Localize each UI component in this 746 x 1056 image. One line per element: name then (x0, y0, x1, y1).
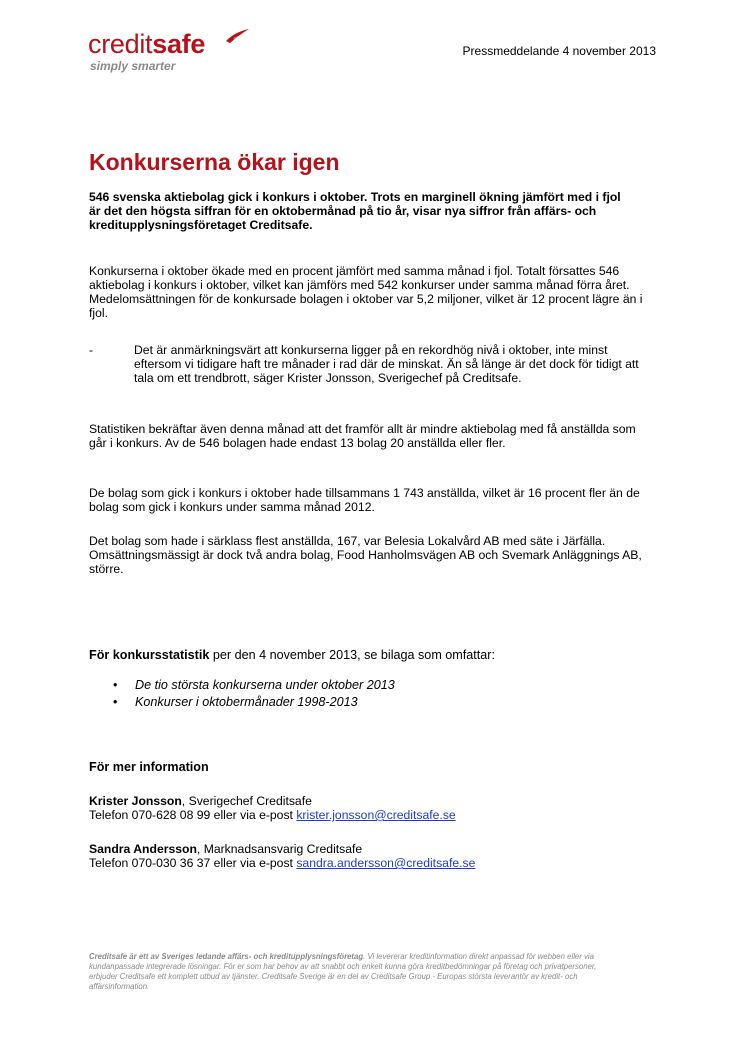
contact-role: , Sverigechef Creditsafe (181, 794, 312, 808)
logo-text-safe: safe (152, 29, 206, 59)
list-item (113, 694, 395, 711)
contact-name-line (89, 842, 475, 856)
list-item-text: De tio största konkurserna under oktober 2013 (135, 678, 395, 692)
contact-sandra (89, 842, 475, 870)
article-paragraph-2: Statistiken bekräftar även denna månad att det framför allt är mindre aktiebolag med få anställda som går i konkurs. Av de 546 bolagen hade endast 13 bolag 20 anställda eller fler. (89, 422, 636, 450)
article-paragraph-4: Det bolag som hade i särklass flest anställda, 167, var Belesia Lokalvård AB med säte i Järfälla. Omsättningsmässigt är dock två andra bolag, Food Hanholmsvägen AB och Svemark Anläggnings AB, större. (89, 534, 642, 576)
bullet-icon: • (113, 678, 118, 692)
footer-bold: Creditsafe är ett av Sveriges ledande affärs- och kreditupplysningsföretag (89, 952, 364, 961)
email-link[interactable]: sandra.andersson@creditsafe.se (296, 856, 476, 870)
article-lead: 546 svenska aktiebolag gick i konkurs i oktober. Trots en marginell ökning jämfört med i fjol är det den högsta siffran för en oktobermånad på tio år, visar nya siffror från affärs- och kreditupplysningsföretaget Creditsafe. (89, 190, 621, 232)
stats-label-bold: För konkursstatistik (89, 648, 210, 662)
stats-list (113, 677, 395, 711)
creditsafe-logo (88, 28, 268, 78)
contact-phone-line (89, 856, 475, 870)
article-paragraph-3: De bolag som gick i konkurs i oktober hade tillsammans 1 743 anställda, vilket är 16 procent fler än de bolag som gick i konkurs under samma månad 2012. (89, 486, 640, 514)
quote-dash: - (89, 343, 94, 357)
quote-text: Det är anmärkningsvärt att konkurserna ligger på en rekordhög nivå i oktober, inte minst eftersom vi tidigare haft tre månader i rad där de minskat. Än så länge är det dock för tidigt att tala om ett trendbrott, säger Krister Jonsson, Sverigechef på Creditsafe. (134, 343, 639, 385)
email-link[interactable]: krister.jonsson@creditsafe.se (296, 808, 456, 822)
bullet-icon: • (113, 695, 118, 709)
contact-name-line (89, 794, 456, 808)
contact-name: Sandra Andersson (89, 842, 197, 856)
stats-label-rest: per den 4 november 2013, se bilaga som omfattar: (209, 648, 495, 662)
contact-name: Krister Jonsson (89, 794, 182, 808)
logo-wordmark (88, 28, 205, 60)
footer-rest: . Vi levererar kreditinformation direkt anpassad för webben eller via kundanpassade integrerade lösningar. För er som har behov av att snabbt och enkelt kunna göra kreditbedömningar på företag och privatpersoner, erbjuder Creditsafe ett komplett utbud av tjänster. Creditsafe Sverige är en del av Creditsafe Group - Europas största leverantör av kredit- och affärsinformation. (89, 952, 597, 991)
logo-tagline: simply smarter (90, 59, 176, 73)
press-release-date: Pressmeddelande 4 november 2013 (462, 44, 656, 58)
list-item (113, 677, 395, 694)
contact-krister (89, 794, 456, 822)
article-paragraph-1: Konkurserna i oktober ökade med en procent jämfört med samma månad i fjol. Totalt försattes 546 aktiebolag i konkurs i oktober, vilket kan jämförs med 542 konkurser under samma månad förra året. Medelomsättningen för de konkursade bolagen i oktober var 5,2 miljoner, vilket är 12 procent lägre än i fjol. (89, 264, 643, 320)
logo-swoosh-icon (224, 28, 250, 44)
contact-phone: Telefon 070-628 08 99 eller via e-post (89, 808, 297, 822)
logo-text-credit: credit (88, 29, 153, 59)
stats-intro (89, 648, 495, 662)
footer-text (89, 952, 609, 992)
contact-role: , Marknadsansvarig Creditsafe (196, 842, 363, 856)
contact-phone: Telefon 070-030 36 37 eller via e-post (89, 856, 297, 870)
list-item-text: Konkurser i oktobermånader 1998-2013 (135, 695, 358, 709)
contact-phone-line (89, 808, 456, 822)
article-title: Konkurserna ökar igen (89, 149, 340, 175)
info-heading: För mer information (89, 760, 209, 774)
